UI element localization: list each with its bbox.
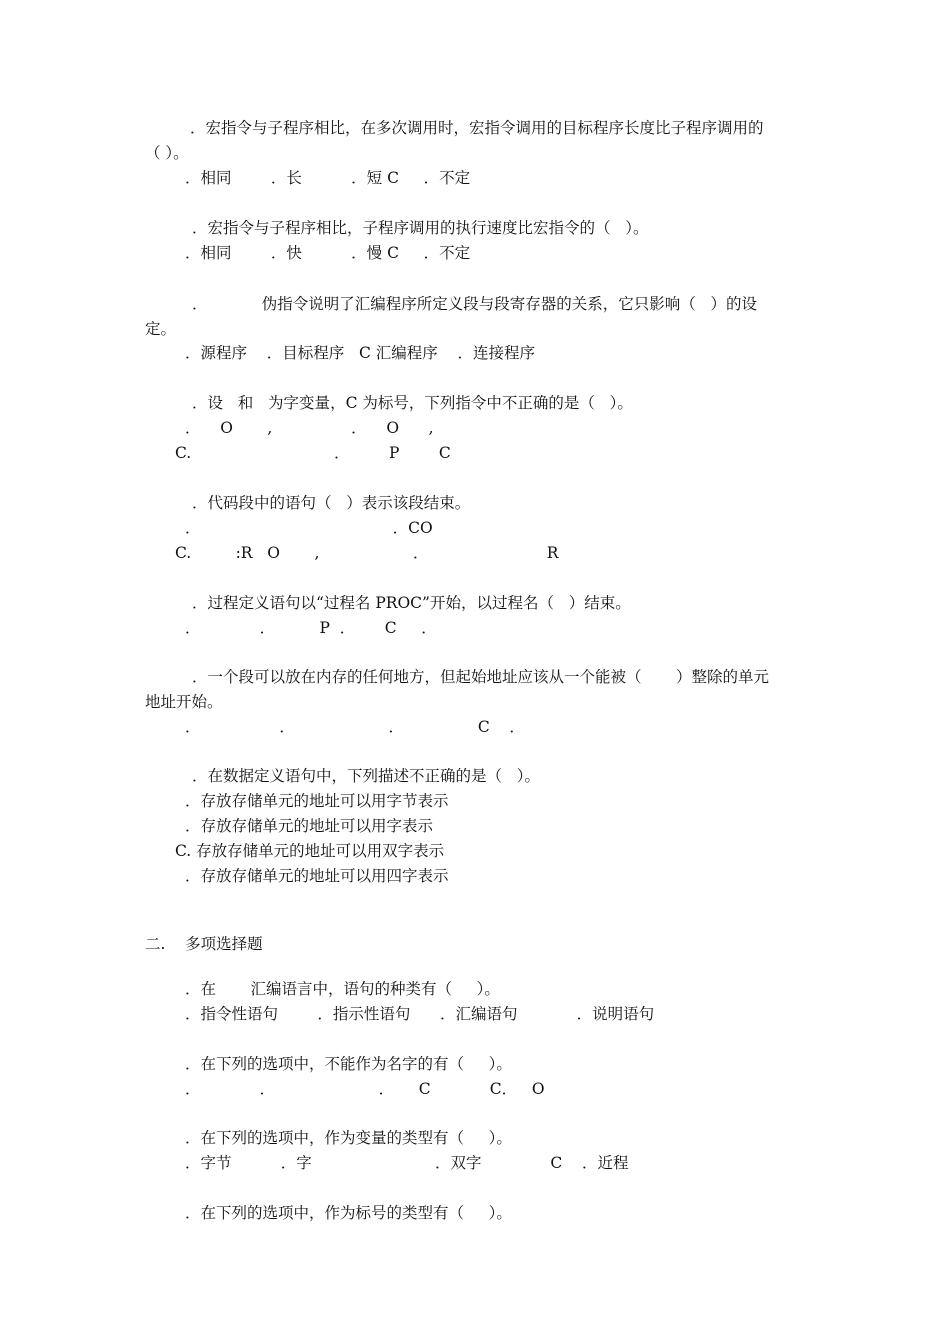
text-line: （ ）。 [145,144,189,162]
text-line: ．在数据定义语句中，下列描述不正确的是（ ）。 [192,767,541,785]
text-line: ．在下列的选项中，作为变量的类型有（ ）。 [185,1129,512,1147]
text-line: 地址开始。 [145,693,223,711]
text-line: ．存放存储单元的地址可以用字表示 [185,817,434,835]
text-line: ． ． P ． C ． [185,619,437,637]
text-line: ．代码段中的语句（ ）表示该段结束。 [192,494,471,512]
text-line: ． ． ． C C． O [185,1080,545,1098]
text-line: ．在 汇编语言中，语句的种类有（ ）。 [185,980,500,998]
text-line: 二. 多项选择题 [145,935,263,953]
text-line: ．字节 ．字 ．双字 C ．近程 [185,1154,629,1172]
text-line: ．宏指令与子程序相比，子程序调用的执行速度比宏指令的（ ）。 [192,219,649,237]
text-line: ．过程定义语句以“过程名 PROC”开始，以过程名（ ）结束。 [192,594,631,612]
text-line: ． ． ． C ． [185,718,525,736]
text-line: ． O , ． O , [185,419,434,437]
text-line: ．宏指令与子程序相比，在多次调用时，宏指令调用的目标程序长度比子程序调用的 [190,119,764,137]
text-line: ．在下列的选项中，作为标号的类型有（ ）。 [185,1204,512,1222]
text-line: C. :R O , ． R [175,544,559,562]
text-line: ．存放存储单元的地址可以用字节表示 [185,792,449,810]
text-line: ．一个段可以放在内存的任何地方，但起始地址应该从一个能被（ ）整除的单元 [192,668,769,686]
text-line: C. 存放存储单元的地址可以用双字表示 [175,842,445,860]
text-line: ．存放存储单元的地址可以用四字表示 [185,867,449,885]
text-line: ．相同 ．快 ．慢 C ．不定 [185,244,471,262]
text-line: ． 伪指令说明了汇编程序所定义段与段寄存器的关系，它只影响（ ）的设 [192,295,757,313]
text-line: ．源程序 ．目标程序 C 汇编程序 ．连接程序 [185,344,535,362]
text-line: ．在下列的选项中，不能作为名字的有（ ）。 [185,1055,512,1073]
text-line: C. ． P C [175,444,451,462]
text-line: ．设 和 为字变量，C 为标号，下列指令中不正确的是（ ）。 [192,394,633,412]
text-line: ． ．CO [185,519,433,537]
text-line: ．指令性语句 ．指示性语句 ．汇编语句 ．说明语句 [185,1005,655,1023]
text-line: 定。 [145,320,177,338]
text-line: ．相同 ．长 ．短 C ．不定 [185,169,471,187]
